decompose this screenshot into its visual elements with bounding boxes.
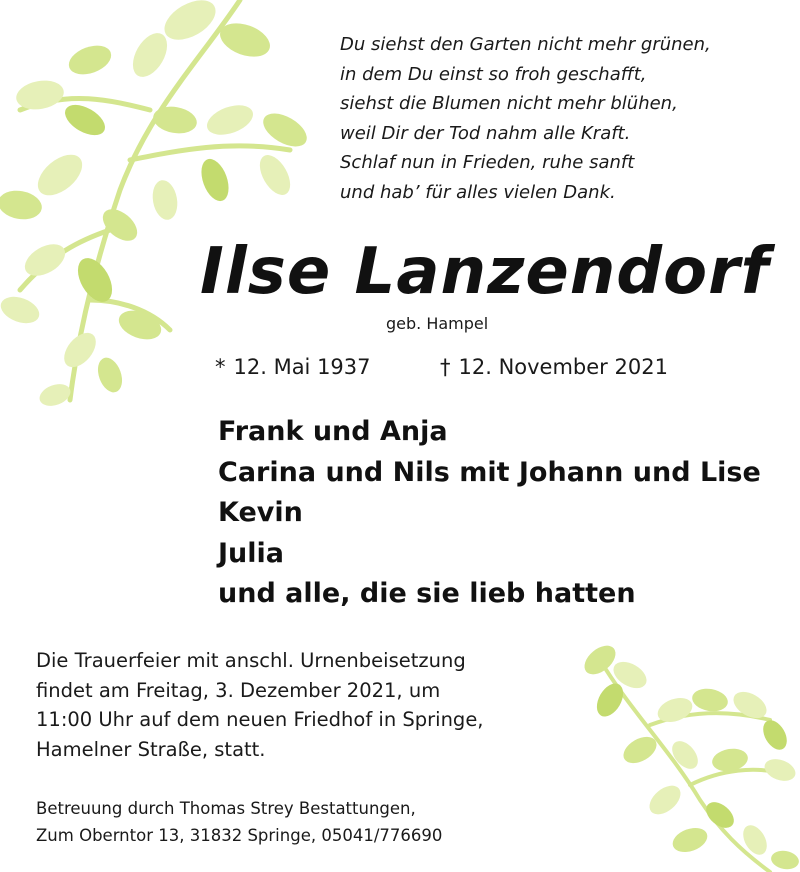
poem-line: und hab’ für alles vielen Dank. [340, 181, 616, 203]
leaves [579, 640, 800, 871]
birth-symbol: * [215, 355, 226, 379]
poem-line: in dem Du einst so froh geschafft, [340, 63, 647, 85]
undertaker-line: Betreuung durch Thomas Strey Bestattungen, [36, 799, 416, 818]
death-date: 12. November 2021 [458, 355, 668, 379]
mourner-entry: Carina und Nils mit Johann und Lise [218, 456, 761, 488]
deceased-name: Ilse Lanzendorf [200, 235, 770, 309]
life-dates [0, 350, 800, 390]
undertaker-info [36, 795, 576, 849]
mourner-entry: und alle, die sie lieb hatten [218, 578, 636, 609]
mourner-entry: Frank und Anja [218, 416, 448, 447]
mourner-entry: Kevin [218, 497, 303, 528]
birth-date: 12. Mai 1937 [233, 355, 371, 379]
service-line: Die Trauerfeier mit anschl. Urnenbeisetzung [36, 649, 466, 672]
service-line: Hamelner Straße, statt. [36, 737, 266, 761]
memorial-poem [340, 30, 780, 207]
poem-line: Du siehst den Garten nicht mehr grünen, [340, 34, 711, 55]
death-symbol: † [440, 355, 451, 379]
leaves [0, 0, 312, 410]
service-line: findet am Freitag, 3. Dezember 2021, um [36, 678, 441, 702]
poem-line: weil Dir der Tod nahm alle Kraft. [340, 122, 631, 144]
leafy-branch-bottom-right [570, 640, 800, 872]
mourners-list [218, 412, 778, 615]
birth-date-group [215, 350, 371, 384]
death-date-group [440, 350, 668, 384]
maiden-name: geb. Hampel [386, 314, 489, 333]
service-line: 11:00 Uhr auf dem neuen Friedhof in Springe, [36, 708, 484, 731]
poem-line: siehst die Blumen nicht mehr blühen, [340, 93, 678, 114]
funeral-service-info [36, 646, 576, 764]
undertaker-line: Zum Oberntor 13, 31832 Springe, 05041/776690 [36, 826, 443, 845]
mourner-entry: Julia [218, 537, 284, 569]
poem-line: Schlaf nun in Frieden, ruhe sanft [340, 152, 635, 173]
